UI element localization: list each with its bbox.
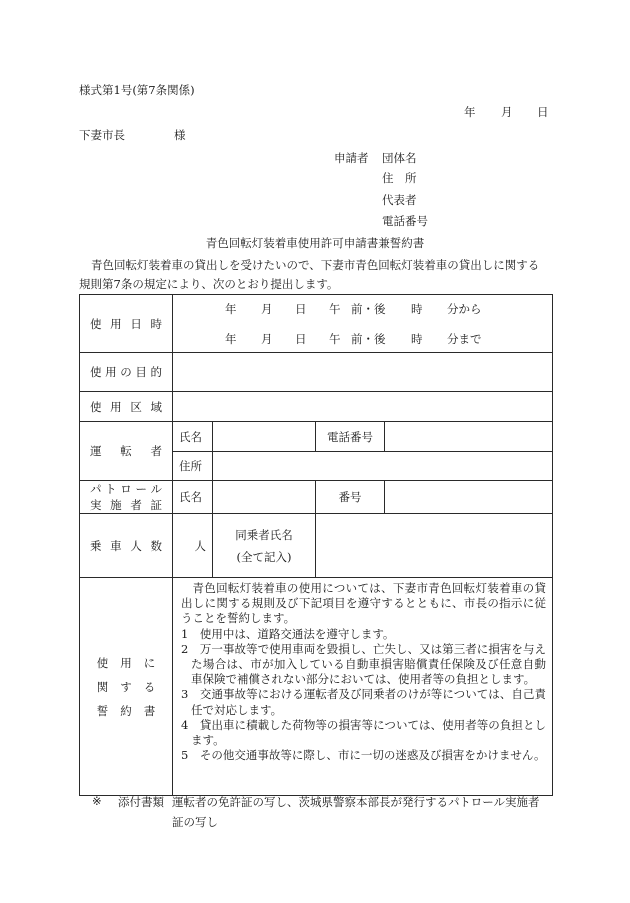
driver-name-label: 氏名 [173, 422, 213, 452]
date-month-label: 月 [501, 105, 513, 119]
oath-label-line-2: 関する [96, 679, 168, 694]
patrol-number-field[interactable] [385, 481, 553, 514]
driver-address-label: 住所 [173, 452, 213, 481]
from-minute: 分から [447, 302, 482, 316]
oath-item-1: 1 使用中は、道路交通法を遵守します。 [181, 626, 395, 641]
row-area [80, 392, 553, 422]
oath-intro: 青色回転灯装着車の使用については、下妻市青色回転灯装着車の貸出しに関する規則及び下記項目を遵守するとともに、市長の指示に従うことを誓約します。 [181, 581, 546, 626]
note-label: 添付書類 [118, 795, 164, 809]
to-hour: 時 [411, 332, 423, 346]
to-am: 午 [329, 332, 341, 346]
to-year: 年 [225, 332, 237, 346]
row-oath [80, 578, 553, 796]
intro-line-2: 規則第7条の規定により、次のとおり提出します。 [79, 277, 339, 291]
to-day: 日 [295, 332, 307, 346]
to-month: 月 [261, 332, 273, 346]
companions-note: (全て記入) [236, 549, 292, 564]
from-am: 午 [329, 302, 341, 316]
driver-phone-field[interactable] [385, 422, 553, 452]
oath-label [80, 578, 173, 796]
row-passengers [80, 514, 553, 578]
passengers-unit: 人 [194, 538, 206, 553]
from-day: 日 [295, 302, 307, 316]
driver-phone-label: 電話番号 [316, 422, 385, 452]
passengers-label: 乗車人数 [80, 514, 173, 578]
usage-datetime-field[interactable] [173, 295, 553, 353]
document-title: 青色回転灯装着車使用許可申請書兼誓約書 [205, 236, 425, 250]
companions-label [213, 514, 316, 578]
intro-line-1: 青色回転灯装着車の貸出しを受けたいので、下妻市青色回転灯装着車の貸出しに関する [91, 258, 540, 272]
from-year: 年 [225, 302, 237, 316]
from-hour: 時 [411, 302, 423, 316]
note-line-1: 運転者の免許証の写し、茨城県警察本部長が発行するパトロール実施者 [172, 795, 540, 809]
form-number: 様式第1号(第7条関係) [79, 83, 195, 97]
row-driver-name [80, 422, 553, 452]
date-year-label: 年 [464, 105, 476, 119]
patrol-name-label: 氏名 [173, 481, 213, 514]
passengers-count-field[interactable] [173, 514, 213, 578]
row-usage-datetime [80, 295, 553, 353]
row-patrol [80, 481, 553, 514]
note-mark: ※ [92, 794, 102, 808]
application-table [79, 294, 553, 796]
purpose-field[interactable] [173, 353, 553, 392]
patrol-label-line-1: パトロール [90, 482, 162, 496]
oath-body [173, 578, 553, 796]
oath-label-line-1: 使用に [96, 655, 168, 670]
area-label: 使用区域 [80, 392, 173, 422]
from-ampm: 前・後 [351, 302, 386, 316]
driver-address-field[interactable] [213, 452, 553, 481]
patrol-number-label: 番号 [316, 481, 385, 514]
applicant-representative-label: 代表者 [382, 193, 417, 207]
companions-field[interactable] [316, 514, 553, 578]
patrol-label [80, 481, 173, 514]
applicant-label: 申請者 [334, 151, 369, 165]
row-purpose [80, 353, 553, 392]
patrol-label-line-2: 実施者証 [90, 498, 162, 512]
addressee: 下妻市長 [79, 128, 125, 142]
companions-label-text: 同乗者氏名 [235, 527, 293, 542]
driver-label: 運転者 [80, 422, 173, 481]
usage-datetime-label: 使用日時 [80, 295, 173, 353]
to-minute: 分まで [447, 332, 482, 346]
applicant-address-label: 住 所 [382, 171, 417, 185]
patrol-name-field[interactable] [213, 481, 316, 514]
addressee-honorific: 様 [174, 128, 186, 142]
applicant-group-name-label: 団体名 [382, 151, 417, 165]
oath-item-5: 5 その他交通事故等に際し、市に一切の迷惑及び損害をかけません。 [181, 748, 546, 763]
oath-item-2: 2 万一事故等で使用車両を毀損し、亡失し、又は第三者に損害を与えた場合は、市が加入している自動車損害賠償責任保険及び任意自動車保険で補償されない部分においては、使用者等の負担とします。 [181, 641, 546, 687]
note-line-2: 証の写し [172, 815, 218, 829]
oath-item-3: 3 交通事故等における運転者及び同乗者のけが等については、自己責任で対応します。 [181, 687, 546, 717]
purpose-label: 使用の目的 [80, 353, 173, 392]
driver-name-field[interactable] [213, 422, 316, 452]
oath-item-4: 4 貸出車に積載した荷物等の損害等については、使用者等の負担とします。 [181, 717, 546, 748]
oath-label-line-3: 誓約書 [96, 703, 168, 718]
date-day-label: 日 [537, 105, 549, 119]
area-field[interactable] [173, 392, 553, 422]
from-month: 月 [261, 302, 273, 316]
to-ampm: 前・後 [351, 332, 386, 346]
applicant-phone-label: 電話番号 [382, 214, 428, 228]
